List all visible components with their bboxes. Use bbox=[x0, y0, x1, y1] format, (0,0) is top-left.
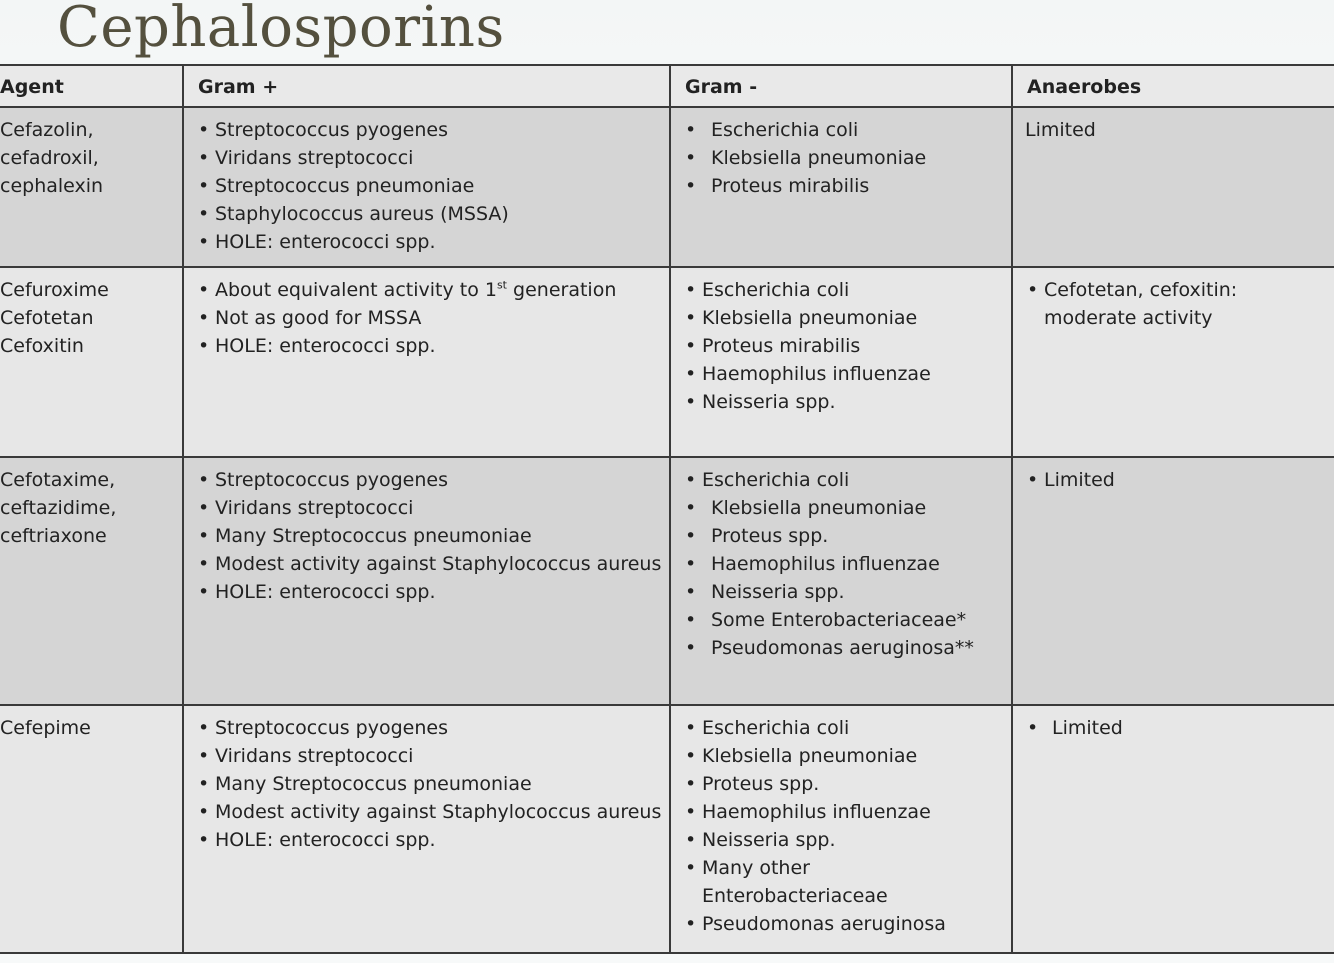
gram-negative-cell bbox=[670, 107, 1012, 267]
list-item: • Streptococcus pneumoniae bbox=[196, 172, 657, 200]
list-item: • Not as good for MSSA bbox=[196, 304, 657, 332]
list-item: • Streptococcus pyogenes bbox=[196, 116, 657, 144]
gram-positive-cell bbox=[183, 107, 670, 267]
list-item: • Modest activity against Staphylococcus aureus bbox=[196, 550, 657, 578]
list-item: • Streptococcus pyogenes bbox=[196, 466, 657, 494]
list-item: • Limited bbox=[1025, 714, 1322, 742]
list-item: • Escherichia coli bbox=[683, 714, 999, 742]
list-item: • Escherichia coli bbox=[683, 116, 999, 144]
agent-name: Cefotaxime, bbox=[0, 469, 116, 491]
agent-cell bbox=[0, 705, 183, 953]
gram-positive-list bbox=[196, 466, 662, 606]
list-item: • Neisseria spp. bbox=[683, 388, 999, 416]
list-item: • Some Enterobacteriaceae* bbox=[683, 606, 999, 634]
agent-name: Cefazolin, bbox=[0, 119, 94, 141]
list-item: • HOLE: enterococci spp. bbox=[196, 332, 657, 360]
list-item: • Proteus mirabilis bbox=[683, 172, 999, 200]
gram-positive-cell bbox=[183, 705, 670, 953]
agent-cell bbox=[0, 107, 183, 267]
list-item: • Haemophilus influenzae bbox=[683, 798, 999, 826]
list-item: • Proteus spp. bbox=[683, 770, 999, 798]
list-item: • HOLE: enterococci spp. bbox=[196, 826, 657, 854]
list-item: • Viridans streptococci bbox=[196, 144, 657, 172]
anaerobes-list bbox=[1025, 714, 1322, 742]
list-item: • Many other Enterobacteriaceae bbox=[683, 854, 822, 910]
list-item: • Limited bbox=[1025, 466, 1322, 494]
list-item: • Proteus mirabilis bbox=[683, 332, 999, 360]
list-item: • Modest activity against Staphylococcus aureus bbox=[196, 798, 657, 826]
list-item-text: generation bbox=[507, 279, 617, 301]
anaerobes-cell bbox=[1012, 107, 1334, 267]
list-item: • Haemophilus influenzae bbox=[683, 360, 999, 388]
list-item: • Pseudomonas aeruginosa bbox=[683, 910, 999, 938]
gram-positive-list bbox=[196, 714, 662, 854]
list-item: • Viridans streptococci bbox=[196, 742, 657, 770]
list-item: • Klebsiella pneumoniae bbox=[683, 144, 999, 172]
gram-negative-list bbox=[683, 714, 999, 938]
agent-name: cephalexin bbox=[0, 175, 104, 197]
header-agent: Agent bbox=[0, 65, 183, 107]
table-row bbox=[0, 267, 1334, 457]
agent-name: Cefepime bbox=[0, 717, 91, 739]
table-row bbox=[0, 107, 1334, 267]
list-item: • Streptococcus pyogenes bbox=[196, 714, 657, 742]
anaerobes-cell bbox=[1012, 705, 1334, 953]
list-item: • Proteus spp. bbox=[683, 522, 999, 550]
list-item bbox=[196, 276, 657, 304]
gram-positive-list bbox=[196, 116, 657, 256]
header-gram-negative: Gram - bbox=[670, 65, 1012, 107]
list-item: • Klebsiella pneumoniae bbox=[683, 304, 999, 332]
list-item: • Escherichia coli bbox=[683, 466, 999, 494]
anaerobes-text: Limited bbox=[1025, 119, 1096, 141]
list-item: • Many Streptococcus pneumoniae bbox=[196, 770, 657, 798]
anaerobes-list bbox=[1025, 466, 1322, 494]
agent-name: ceftazidime, bbox=[0, 497, 117, 519]
agent-name: Cefuroxime bbox=[0, 279, 109, 301]
gram-negative-list bbox=[683, 466, 999, 494]
gram-positive-cell bbox=[183, 457, 670, 705]
list-item: • HOLE: enterococci spp. bbox=[196, 578, 657, 606]
agent-cell bbox=[0, 267, 183, 457]
gram-positive-list bbox=[196, 276, 657, 360]
agent-cell bbox=[0, 457, 183, 705]
list-item: • Klebsiella pneumoniae bbox=[683, 742, 999, 770]
agent-name: ceftriaxone bbox=[0, 525, 107, 547]
gram-negative-list bbox=[683, 276, 999, 416]
gram-negative-cell bbox=[670, 267, 1012, 457]
list-item: • Many Streptococcus pneumoniae bbox=[196, 522, 657, 550]
gram-positive-cell bbox=[183, 267, 670, 457]
table-row bbox=[0, 457, 1334, 705]
agent-name: Cefotetan bbox=[0, 307, 94, 329]
gram-negative-list-continued bbox=[683, 494, 999, 662]
cephalosporin-table-container bbox=[0, 64, 1334, 954]
agent-name: Cefoxitin bbox=[0, 335, 84, 357]
list-item-text: About equivalent activity to 1 bbox=[215, 279, 497, 301]
header-gram-positive: Gram + bbox=[183, 65, 670, 107]
list-item: • HOLE: enterococci spp. bbox=[196, 228, 657, 256]
list-item: • Pseudomonas aeruginosa** bbox=[683, 634, 999, 662]
anaerobes-cell bbox=[1012, 457, 1334, 705]
list-item: • Viridans streptococci bbox=[196, 494, 657, 522]
slide-title: Cephalosporins bbox=[57, 0, 505, 60]
gram-negative-cell bbox=[670, 457, 1012, 705]
list-item: • Klebsiella pneumoniae bbox=[683, 494, 999, 522]
header-anaerobes: Anaerobes bbox=[1012, 65, 1334, 107]
agent-name: cefadroxil, bbox=[0, 147, 99, 169]
list-item: • Escherichia coli bbox=[683, 276, 999, 304]
table-header-row bbox=[0, 65, 1334, 107]
list-item: • Neisseria spp. bbox=[683, 578, 999, 606]
list-item: • Haemophilus influenzae bbox=[683, 550, 999, 578]
anaerobes-cell bbox=[1012, 267, 1334, 457]
ordinal-suffix: st bbox=[496, 278, 507, 292]
gram-negative-list bbox=[683, 116, 999, 200]
anaerobes-list bbox=[1025, 276, 1322, 332]
gram-negative-cell bbox=[670, 705, 1012, 953]
table-row bbox=[0, 705, 1334, 953]
cephalosporin-table bbox=[0, 64, 1334, 954]
list-item: • Staphylococcus aureus (MSSA) bbox=[196, 200, 657, 228]
list-item: • Neisseria spp. bbox=[683, 826, 999, 854]
list-item: • Cefotetan, cefoxitin: moderate activity bbox=[1025, 276, 1322, 332]
